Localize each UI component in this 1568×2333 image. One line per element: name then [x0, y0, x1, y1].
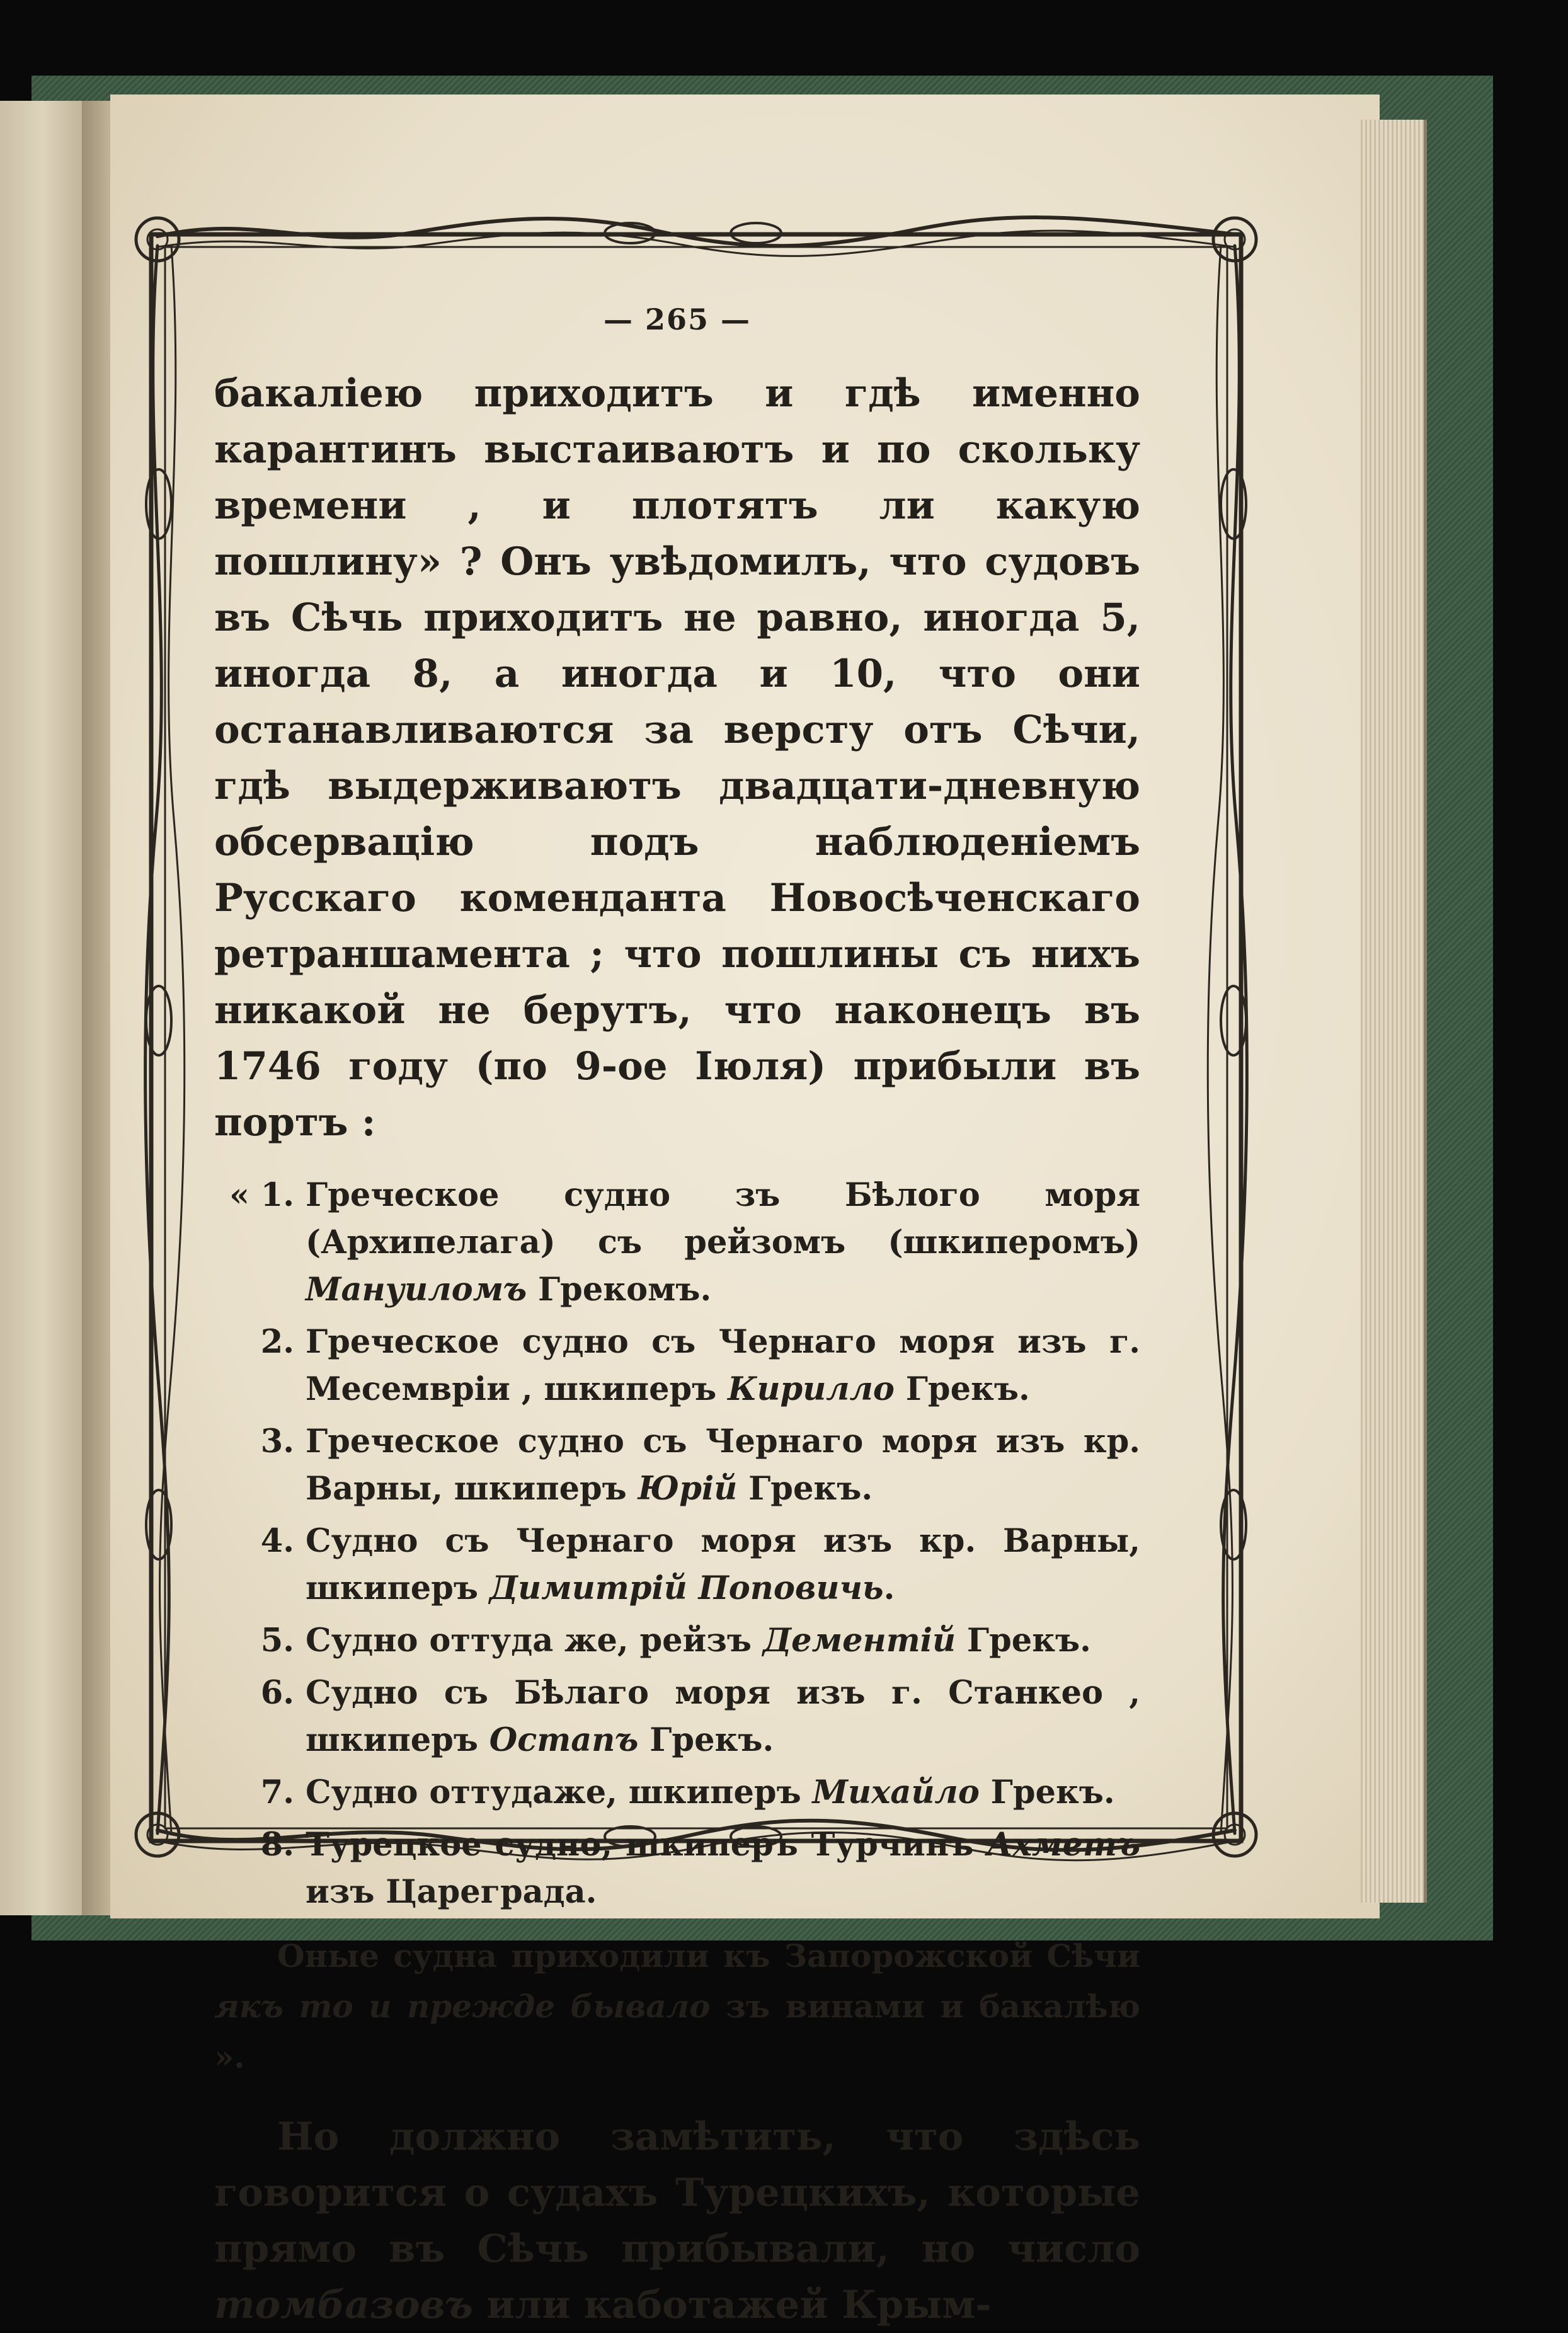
list-item: 3. Греческое судно съ Чернаго моря изъ кр. Варны, шкиперъ Юрiй Грекъ. — [214, 1418, 1140, 1513]
page-content — [214, 302, 1140, 2333]
skipper-name: Ахметъ — [987, 1826, 1140, 1864]
list-item: 5. Судно оттуда же, рейзъ Дементiй Грекъ. — [214, 1617, 1140, 1665]
skipper-name: Михайло — [812, 1774, 980, 1811]
skipper-name: Кирилло — [728, 1370, 895, 1408]
list-number: 3. — [260, 1423, 294, 1460]
list-item: 8. Турецкое судно, шкиперъ Турчинъ Ахметъ изъ Цареграда. — [214, 1821, 1140, 1916]
list-item: 4. Судно съ Чернаго моря изъ кр. Варны, шкиперъ Димитрiй Поповичь. — [214, 1518, 1140, 1612]
closing-italic: якъ то и прежде бывало — [214, 1988, 711, 2025]
list-number: 7. — [260, 1774, 294, 1811]
list-item: 2. Греческое судно съ Чернаго моря изъ г. Месемврiи , шкиперъ Кирилло Грекъ. — [214, 1319, 1140, 1413]
page-number: — 265 — — [603, 302, 752, 336]
list-item: 7. Судно оттудаже, шкиперъ Михайло Грекъ. — [214, 1769, 1140, 1816]
ship-list — [214, 1172, 1140, 1916]
list-number: « 1. — [229, 1176, 294, 1214]
skipper-name: Дементiй — [762, 1622, 956, 1659]
closing-quote: Оные судна приходили къ Запорожской Сѣчи якъ то и прежде бывало зъ винами и бакалѣю ». — [214, 1937, 1140, 2075]
list-number: 4. — [260, 1522, 294, 1560]
list-item: 6. Судно съ Бѣлаго моря изъ г. Станкео , шкиперъ Остапъ Грекъ. — [214, 1670, 1140, 1764]
list-number: 2. — [260, 1323, 294, 1361]
paragraph-final: Но должно замѣтить, что здѣсь говорится о судахъ Турецкихъ, которые прямо въ Сѣчь прибывали, но число томбазовъ или каботажей Крым- — [214, 2114, 1140, 2327]
skipper-name: Юрiй — [638, 1470, 738, 1508]
list-number: 8. — [260, 1826, 294, 1864]
list-number: 6. — [260, 1674, 294, 1712]
skipper-name: Димитрiй Поповичь — [489, 1569, 884, 1607]
list-number: 5. — [260, 1622, 294, 1659]
skipper-name: Мануиломъ — [306, 1271, 527, 1309]
skipper-name: Остапъ — [489, 1721, 639, 1759]
list-item: « 1. Греческое судно зъ Бѣлого моря (Архипелага) съ рейзомъ (шкиперомъ) Мануиломъ Грекомъ. — [214, 1172, 1140, 1314]
final-italic: томбазовъ — [214, 2283, 473, 2327]
paragraph-main: бакалiею приходитъ и гдѣ именно карантинъ выстаиваютъ и по скольку времени , и плотятъ ли какую пошлину» ? Онъ увѣдомилъ, что судовъ въ Сѣчь приходитъ не равно, иногда 5, иногда 8, а иногда и 10, что они останавливаются за версту отъ Сѣчи, гдѣ выдерживаютъ двадцати-дневную обсервацiю подъ наблюденiемъ Русскаго коменданта Новосѣченскаго ретраншамента ; что пошлины съ нихъ никакой не берутъ, что наконецъ въ 1746 году (по 9-ое Iюля) прибыли въ портъ : — [214, 371, 1140, 1145]
